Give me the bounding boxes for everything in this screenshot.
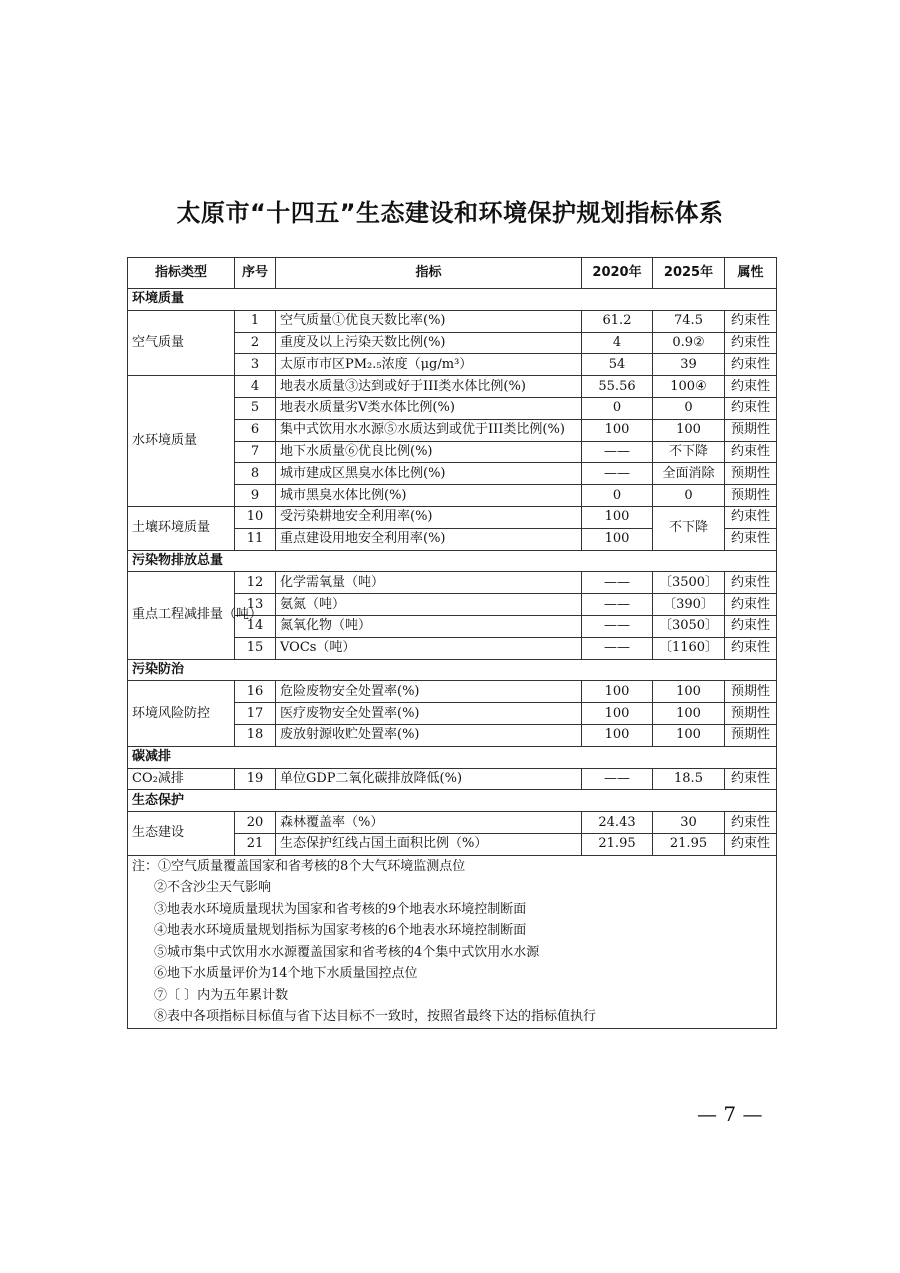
table-row	[128, 506, 777, 528]
table-row	[128, 812, 777, 834]
row-2025: 0	[653, 485, 725, 507]
header-attr: 属性	[725, 258, 777, 289]
row-seq: 8	[235, 463, 276, 485]
row-attr: 约束性	[725, 615, 777, 637]
table-row	[128, 376, 777, 398]
row-indicator: 城市黑臭水体比例(%)	[276, 485, 582, 507]
header-2025: 2025年	[653, 258, 725, 289]
note-line: ⑧表中各项指标目标值与省下达目标不一致时，按照省最终下达的指标值执行	[154, 1009, 597, 1025]
row-2025: 〔3050〕	[653, 615, 725, 637]
row-seq: 2	[235, 332, 276, 354]
row-seq: 18	[235, 724, 276, 746]
row-2025: 100	[653, 419, 725, 441]
row-2025: 100	[653, 703, 725, 725]
section-row	[128, 289, 777, 311]
row-indicator: 医疗废物安全处置率(%)	[276, 703, 582, 725]
notes-row	[128, 855, 777, 1028]
row-attr: 预期性	[725, 703, 777, 725]
header-seq: 序号	[235, 258, 276, 289]
page-number: — 7 —	[697, 1102, 763, 1126]
row-2020: 21.95	[582, 833, 653, 855]
section-pollution-control: 污染防治	[128, 659, 777, 681]
row-indicator: 单位GDP二氧化碳排放降低(%)	[276, 768, 582, 790]
category-risk: 环境风险防控	[128, 681, 235, 746]
note-line: ④地表水环境质量规划指标为国家考核的6个地表水环境控制断面	[154, 923, 527, 939]
row-indicator: 重度及以上污染天数比例(%)	[276, 332, 582, 354]
row-2020: ——	[582, 768, 653, 790]
row-2020: 4	[582, 332, 653, 354]
row-seq: 14	[235, 615, 276, 637]
section-env-quality: 环境质量	[128, 289, 777, 311]
row-attr: 约束性	[725, 506, 777, 528]
category-eco-build: 生态建设	[128, 812, 235, 856]
row-2025: 不下降	[653, 441, 725, 463]
row-2025: 〔1160〕	[653, 637, 725, 659]
row-seq: 19	[235, 768, 276, 790]
row-2020: 100	[582, 681, 653, 703]
row-attr: 约束性	[725, 441, 777, 463]
row-seq: 6	[235, 419, 276, 441]
indicator-table	[127, 257, 777, 1029]
row-2020: ——	[582, 463, 653, 485]
row-seq: 16	[235, 681, 276, 703]
row-indicator: 地下水质量⑥优良比例(%)	[276, 441, 582, 463]
row-attr: 约束性	[725, 354, 777, 376]
row-indicator: 危险废物安全处置率(%)	[276, 681, 582, 703]
row-seq: 13	[235, 594, 276, 616]
section-row	[128, 790, 777, 812]
row-indicator: 城市建成区黑臭水体比例(%)	[276, 463, 582, 485]
header-type: 指标类型	[128, 258, 235, 289]
note-line: ⑤城市集中式饮用水水源覆盖国家和省考核的4个集中式饮用水水源	[154, 944, 540, 960]
note-line: ②不含沙尘天气影响	[154, 880, 272, 896]
row-2025: 0	[653, 397, 725, 419]
row-indicator: 地表水质量③达到或好于III类水体比例(%)	[276, 376, 582, 398]
row-2020: 100	[582, 419, 653, 441]
row-indicator: 生态保护红线占国土面积比例（%）	[276, 833, 582, 855]
row-attr: 预期性	[725, 485, 777, 507]
row-2020: 24.43	[582, 812, 653, 834]
table-row	[128, 310, 777, 332]
note-line: ⑥地下水质量评价为14个地下水质量国控点位	[154, 966, 418, 982]
row-attr: 预期性	[725, 681, 777, 703]
row-indicator: 氮氧化物（吨）	[276, 615, 582, 637]
row-2020: 54	[582, 354, 653, 376]
note-line: ⑦〔 〕内为五年累计数	[154, 987, 289, 1003]
row-2020: 100	[582, 528, 653, 550]
row-attr: 约束性	[725, 812, 777, 834]
section-row	[128, 746, 777, 768]
row-seq: 20	[235, 812, 276, 834]
row-attr: 约束性	[725, 594, 777, 616]
header-2020: 2020年	[582, 258, 653, 289]
row-indicator: 空气质量①优良天数比率(%)	[276, 310, 582, 332]
row-seq: 21	[235, 833, 276, 855]
row-2025: 〔390〕	[653, 594, 725, 616]
section-carbon: 碳减排	[128, 746, 777, 768]
row-seq: 15	[235, 637, 276, 659]
row-2025: 100	[653, 681, 725, 703]
category-water: 水环境质量	[128, 376, 235, 507]
row-2025: 39	[653, 354, 725, 376]
row-seq: 17	[235, 703, 276, 725]
notes-cell	[128, 855, 777, 1028]
row-seq: 5	[235, 397, 276, 419]
row-2020: ——	[582, 637, 653, 659]
row-indicator: 地表水质量劣V类水体比例(%)	[276, 397, 582, 419]
row-attr: 预期性	[725, 419, 777, 441]
row-attr: 约束性	[725, 768, 777, 790]
header-row	[128, 258, 777, 289]
row-indicator: 森林覆盖率（%）	[276, 812, 582, 834]
row-attr: 约束性	[725, 332, 777, 354]
section-pollutant: 污染物排放总量	[128, 550, 777, 572]
row-indicator: 废放射源收贮处置率(%)	[276, 724, 582, 746]
table-row	[128, 768, 777, 790]
row-2020: ——	[582, 615, 653, 637]
row-2025: 100	[653, 724, 725, 746]
category-air: 空气质量	[128, 310, 235, 375]
row-seq: 11	[235, 528, 276, 550]
row-attr: 约束性	[725, 528, 777, 550]
row-indicator: 氨氮（吨）	[276, 594, 582, 616]
row-attr: 约束性	[725, 637, 777, 659]
table-row	[128, 681, 777, 703]
row-indicator: 集中式饮用水水源⑤水质达到或优于III类比例(%)	[276, 419, 582, 441]
row-indicator: 重点建设用地安全利用率(%)	[276, 528, 582, 550]
page-title: 太原市“十四五”生态建设和环境保护规划指标体系	[176, 199, 724, 227]
row-indicator: 受污染耕地安全利用率(%)	[276, 506, 582, 528]
row-seq: 9	[235, 485, 276, 507]
row-2025: 30	[653, 812, 725, 834]
row-seq: 10	[235, 506, 276, 528]
row-2025: 18.5	[653, 768, 725, 790]
row-seq: 1	[235, 310, 276, 332]
row-2025: 74.5	[653, 310, 725, 332]
row-seq: 4	[235, 376, 276, 398]
row-2025: 全面消除	[653, 463, 725, 485]
row-2020: 55.56	[582, 376, 653, 398]
row-2020: 100	[582, 703, 653, 725]
row-2020: ——	[582, 441, 653, 463]
row-2020: 100	[582, 724, 653, 746]
category-reduction: 重点工程减排量（吨）	[128, 572, 235, 659]
category-soil: 土壤环境质量	[128, 506, 235, 550]
row-attr: 约束性	[725, 572, 777, 594]
section-row	[128, 659, 777, 681]
row-indicator: VOCs（吨）	[276, 637, 582, 659]
row-2020: 0	[582, 485, 653, 507]
section-row	[128, 550, 777, 572]
row-2020: 100	[582, 506, 653, 528]
note-line: ③地表水环境质量现状为国家和省考核的9个地表水环境控制断面	[154, 901, 527, 917]
row-2020: 0	[582, 397, 653, 419]
row-indicator: 化学需氧量（吨）	[276, 572, 582, 594]
row-attr: 预期性	[725, 463, 777, 485]
note-line: 注：①空气质量覆盖国家和省考核的8个大气环境监测点位	[132, 858, 466, 874]
row-2020: ——	[582, 594, 653, 616]
row-seq: 7	[235, 441, 276, 463]
row-2025: 0.9②	[653, 332, 725, 354]
section-eco: 生态保护	[128, 790, 777, 812]
header-indicator: 指标	[276, 258, 582, 289]
row-indicator: 太原市市区PM₂.₅浓度（μg/m³）	[276, 354, 582, 376]
row-2020: ——	[582, 572, 653, 594]
row-2025: 〔3500〕	[653, 572, 725, 594]
row-2025: 100④	[653, 376, 725, 398]
row-seq: 12	[235, 572, 276, 594]
row-seq: 3	[235, 354, 276, 376]
row-attr: 约束性	[725, 833, 777, 855]
row-attr: 预期性	[725, 724, 777, 746]
table-row	[128, 572, 777, 594]
category-co2: CO₂减排	[128, 768, 235, 790]
row-2020: 61.2	[582, 310, 653, 332]
row-attr: 约束性	[725, 376, 777, 398]
row-attr: 约束性	[725, 310, 777, 332]
row-2025: 21.95	[653, 833, 725, 855]
row-2025: 不下降	[653, 506, 725, 550]
row-attr: 约束性	[725, 397, 777, 419]
